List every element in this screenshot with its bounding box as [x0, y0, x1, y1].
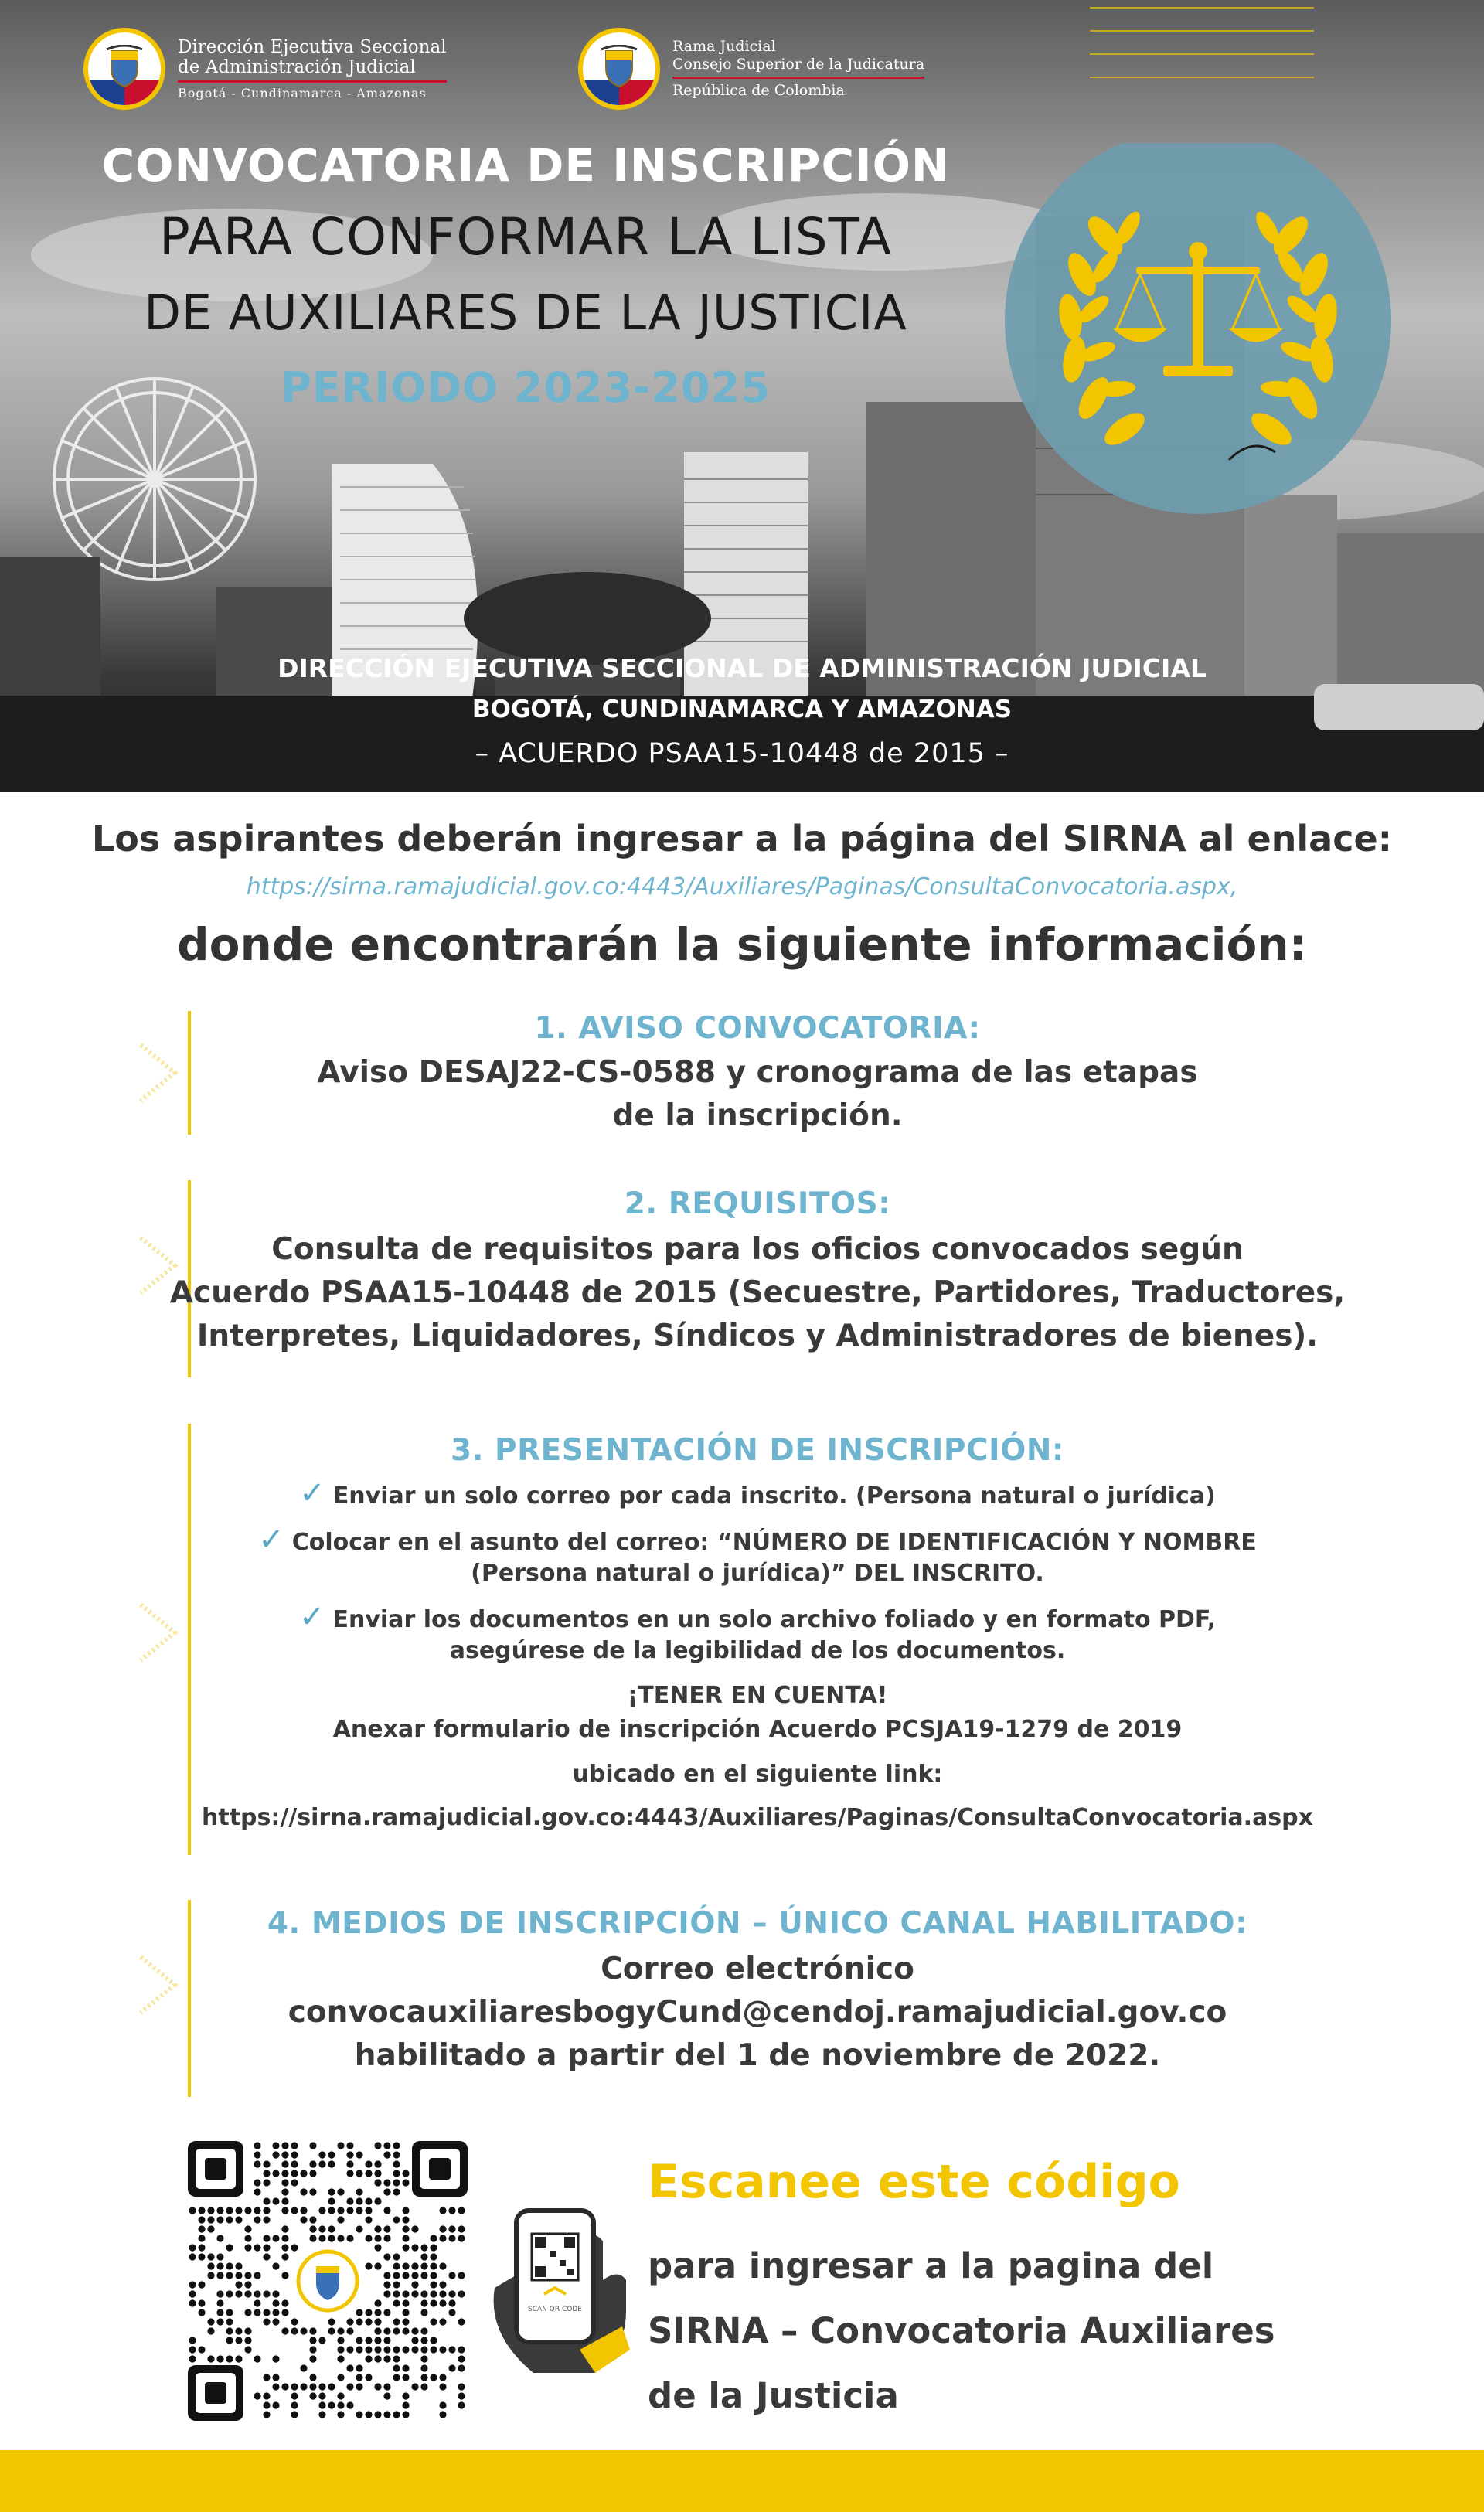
checkmark-icon: ✓	[299, 1599, 325, 1635]
scan-line: para ingresar a la pagina del	[648, 2245, 1214, 2286]
section-line: Interpretes, Liquidadores, Síndicos y Administradores de bienes).	[196, 1319, 1319, 1353]
scan-instructions	[648, 2234, 1275, 2429]
footer-accent-bar	[0, 2450, 1484, 2512]
section-medios-inscripcion	[0, 1900, 1484, 2097]
sirna-link[interactable]: https://sirna.ramajudicial.gov.co:4443/Auxiliares/Paginas/ConsultaConvocatoria.aspx,	[246, 873, 1238, 900]
section-requisitos	[0, 1180, 1484, 1377]
logo-direccion-ejecutiva	[83, 28, 447, 110]
logo2-line1: Rama Judicial	[672, 38, 776, 55]
section-title: 2. REQUISITOS:	[624, 1186, 891, 1221]
intro-heading: Los aspirantes deberán ingresar a la página del SIRNA al enlace:	[91, 818, 1393, 859]
checklist-item: ✓ Enviar un solo correo por cada inscrito. (Persona natural o jurídica)	[299, 1476, 1216, 1511]
title-line2: PARA CONFORMAR LA LISTA	[158, 207, 893, 267]
coat-of-arms-icon	[83, 28, 165, 110]
phone-label: SCAN QR CODE	[528, 2306, 582, 2313]
section-presentacion-inscripcion	[0, 1424, 1484, 1855]
section-title: 3. PRESENTACIÓN DE INSCRIPCIÓN:	[450, 1433, 1064, 1468]
logo2-line2: Consejo Superior de la Judicatura	[672, 56, 925, 73]
checklist-item-cont: asegúrese de la legibilidad de los documentos.	[449, 1637, 1066, 1664]
email-address[interactable]: convocauxiliaresbogyCund@cendoj.ramajudicial.gov.co	[288, 1995, 1227, 2030]
period-label: PERIODO 2023-2025	[281, 363, 771, 412]
hero-banner	[0, 0, 1484, 792]
hero-footer-line2: BOGOTÁ, CUNDINAMARCA Y AMAZONAS	[471, 696, 1013, 723]
section-line: habilitado a partir del 1 de noviembre de 2022.	[354, 2038, 1161, 2073]
logo1-line3: Bogotá - Cundinamarca - Amazonas	[178, 86, 427, 100]
section-line: Acuerdo PSAA15-10448 de 2015 (Secuestre, Partidores, Traductores,	[169, 1275, 1346, 1310]
note-title: ¡TENER EN CUENTA!	[627, 1682, 888, 1709]
section-title: 4. MEDIOS DE INSCRIPCIÓN – ÚNICO CANAL HABILITADO:	[267, 1906, 1248, 1941]
section-line: de la inscripción.	[612, 1098, 903, 1133]
scales-of-justice-icon	[997, 143, 1399, 514]
logo1-line2: de Administración Judicial	[178, 57, 416, 77]
checkmark-icon: ✓	[258, 1522, 284, 1557]
section-line: Consulta de requisitos para los oficios convocados según	[271, 1232, 1244, 1267]
form-link[interactable]: https://sirna.ramajudicial.gov.co:4443/Auxiliares/Paginas/ConsultaConvocatoria.aspx	[202, 1804, 1313, 1831]
note-line: ubicado en el siguiente link:	[572, 1761, 943, 1788]
scan-line: de la Justicia	[648, 2375, 899, 2416]
checklist-item-cont: (Persona natural o jurídica)” DEL INSCRITO.	[471, 1560, 1044, 1587]
scan-line: SIRNA – Convocatoria Auxiliares	[648, 2310, 1275, 2351]
scan-title: Escanee este código	[648, 2155, 1180, 2209]
title-line3: DE AUXILIARES DE LA JUSTICIA	[144, 284, 907, 341]
phone-scan-icon	[487, 2195, 642, 2381]
qr-code-icon[interactable]	[188, 2141, 468, 2421]
title-line1: CONVOCATORIA DE INSCRIPCIÓN	[101, 139, 950, 192]
checklist-item: ✓ Enviar los documentos en un solo archivo foliado y en formato PDF,	[299, 1599, 1216, 1635]
section-title: 1. AVISO CONVOCATORIA:	[534, 1011, 981, 1046]
checkmark-icon: ✓	[299, 1476, 325, 1511]
intro-subheading: donde encontrarán la siguiente información:	[177, 918, 1307, 971]
section-aviso-convocatoria	[0, 1011, 1484, 1135]
section-line: Correo electrónico	[601, 1952, 914, 1986]
logo2-line3: República de Colombia	[672, 82, 845, 99]
coat-of-arms-icon	[578, 28, 660, 110]
logo-rama-judicial	[578, 28, 924, 110]
checklist-item: ✓ Colocar en el asunto del correo: “NÚMERO DE IDENTIFICACIÓN Y NOMBRE	[258, 1522, 1257, 1557]
section-line: Aviso DESAJ22-CS-0588 y cronograma de las etapas	[317, 1055, 1198, 1090]
hero-footer-line1: DIRECCIÓN EJECUTIVA SECCIONAL DE ADMINISTRACIÓN JUDICIAL	[277, 653, 1207, 683]
logo1-line1: Dirección Ejecutiva Seccional	[178, 37, 447, 57]
note-line: Anexar formulario de inscripción Acuerdo PCSJA19-1279 de 2019	[332, 1716, 1183, 1743]
hero-footer-line3: – ACUERDO PSAA15-10448 de 2015 –	[475, 738, 1009, 769]
